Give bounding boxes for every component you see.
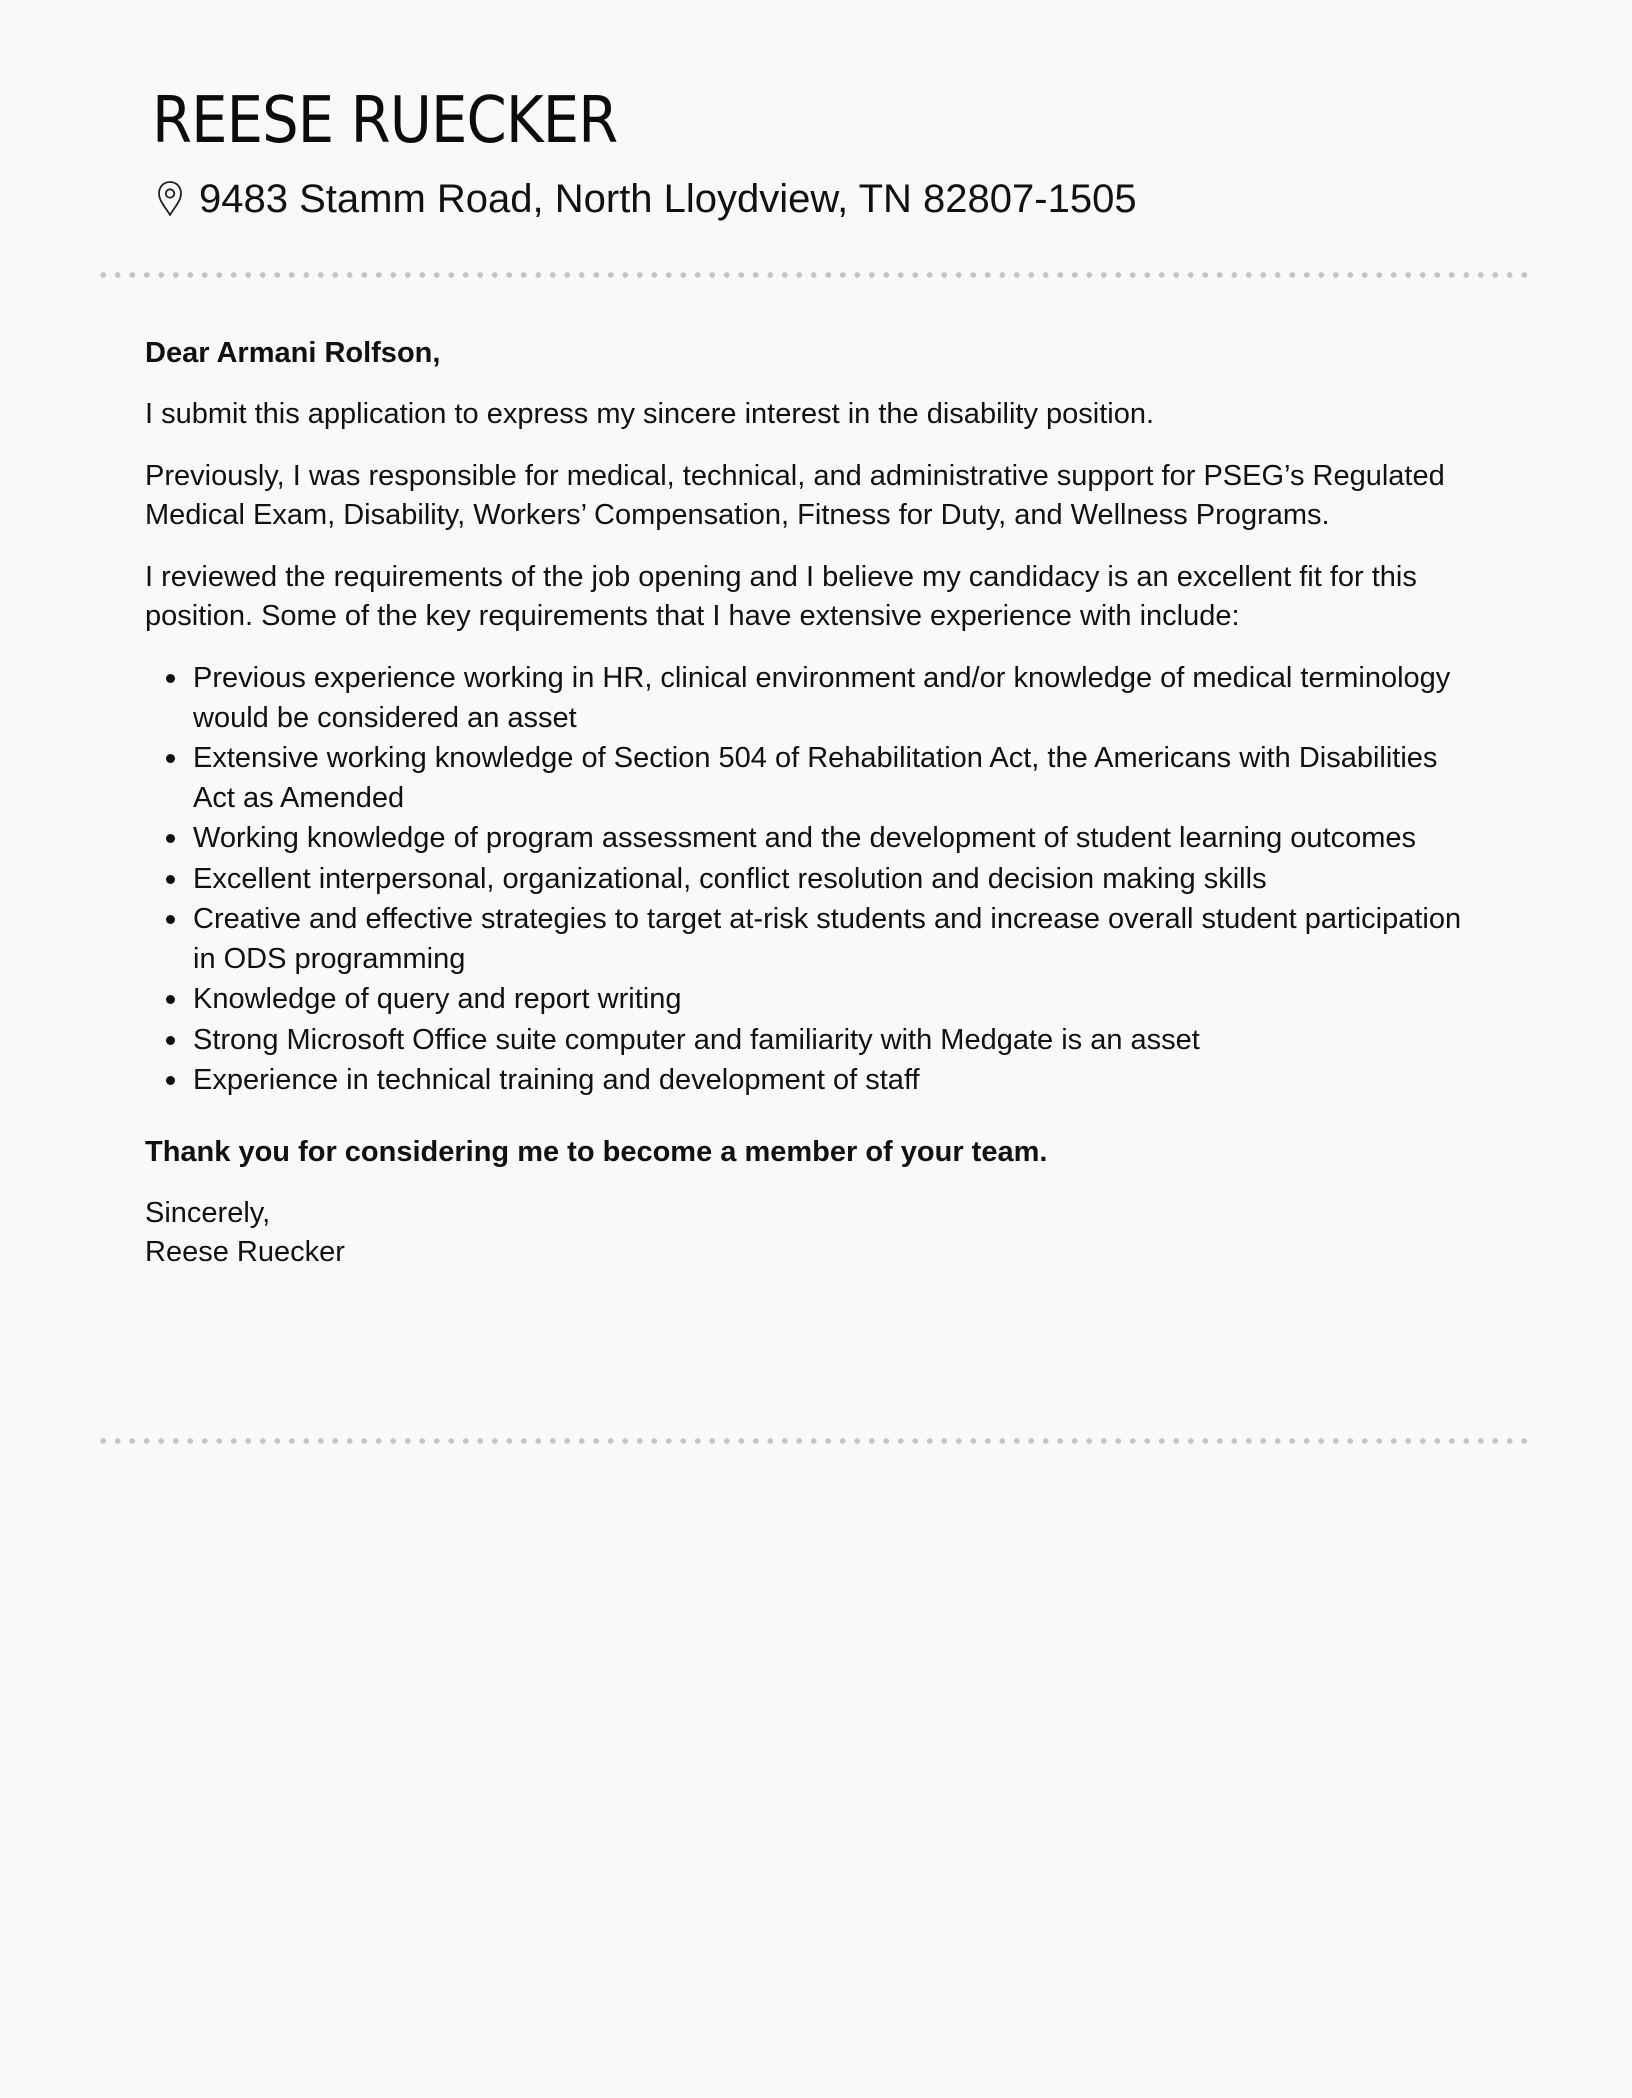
list-item: Creative and effective strategies to target at-risk students and increase overall student participation in ODS programming <box>193 900 1475 979</box>
map-pin-icon <box>155 179 185 219</box>
dotted-divider-top <box>96 272 1536 278</box>
applicant-name: REESE RUECKER <box>152 84 618 158</box>
applicant-address: 9483 Stamm Road, North Lloydview, TN 82807-1505 <box>199 177 1137 221</box>
requirements-list <box>145 659 1475 1101</box>
list-item: Previous experience working in HR, clinical environment and/or knowledge of medical terminology would be considered an asset <box>193 659 1475 738</box>
list-item: Working knowledge of program assessment and the development of student learning outcomes <box>193 819 1475 859</box>
letter-header <box>152 76 1492 232</box>
list-item: Knowledge of query and report writing <box>193 980 1475 1020</box>
requirements-paragraph: I reviewed the requirements of the job opening and I believe my candidacy is an excellent fit for this position. Some of the key requirements that I have extensive experience with include: <box>145 561 1417 632</box>
greeting: Dear Armani Rolfson, <box>145 337 441 369</box>
intro-paragraph: I submit this application to express my sincere interest in the disability position. <box>145 398 1155 430</box>
signoff-block <box>145 1194 1475 1272</box>
closing-line: Thank you for considering me to become a member of your team. <box>145 1135 1048 1168</box>
list-item: Excellent interpersonal, organizational, conflict resolution and decision making skills <box>193 860 1475 900</box>
list-item: Experience in technical training and development of staff <box>193 1061 1475 1101</box>
signature: Reese Ruecker <box>145 1235 345 1268</box>
signoff: Sincerely, <box>145 1196 271 1229</box>
letter-body <box>145 334 1475 1295</box>
experience-paragraph: Previously, I was responsible for medical, technical, and administrative support for PSEG’s Regulated Medical Exam, Disability, Workers’ Compensation, Fitness for Duty, and Wellness Programs. <box>145 460 1445 531</box>
address-row <box>152 166 1492 232</box>
list-item: Extensive working knowledge of Section 504 of Rehabilitation Act, the Americans with Disabilities Act as Amended <box>193 739 1475 818</box>
list-item: Strong Microsoft Office suite computer and familiarity with Medgate is an asset <box>193 1021 1475 1061</box>
dotted-divider-bottom <box>96 1438 1536 1444</box>
